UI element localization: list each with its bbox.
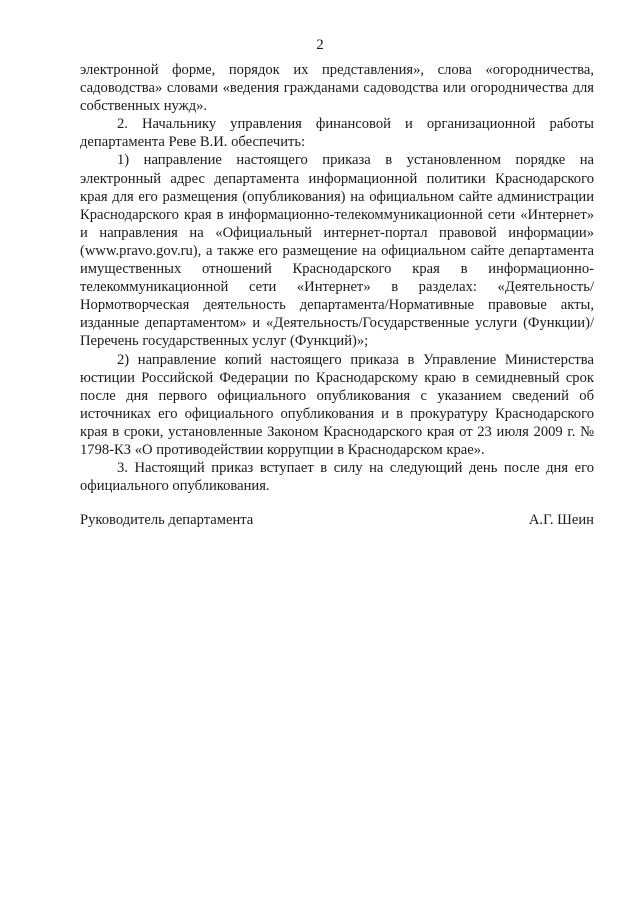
signature-block <box>80 511 594 531</box>
paragraph-item-3: 3. Настоящий приказ вступает в силу на следующий день после дня его официального опубликования. <box>80 460 594 495</box>
signature-name: А.Г. Шеин <box>528 512 594 528</box>
paragraph-subitem-1: 1) направление настоящего приказа в установленном порядке на электронный адрес департамента информационной политики Краснодарского края для его размещения (опубликования) на официальном сайте администрации Краснодарского края в информационно-телекоммуникационной сети «Интернет» и направления на «Официальный интернет-портал правовой информации» (www.pravo.gov.ru), а также его размещение на официальном сайте департамента имущественных отношений Краснодарского края в информационно-телекоммуникационной сети «Интернет» в разделах: «Деятельность/Нормотворческая деятельность департамента/Нормативные правовые акты, изданные департаментом» и «Деятельность/Государственные услуги (Функции)/Перечень государственных услуг (Функций)»; <box>80 152 594 350</box>
paragraph-subitem-2: 2) направление копий настоящего приказа в Управление Министерства юстиции Российской Федерации по Краснодарскому краю в семидневный срок после дня первого официального опубликования с указанием сведений об источниках его официального опубликования и в прокуратуру Краснодарского края в сроки, установленные Законом Краснодарского края от 23 июля 2009 г. № 1798-КЗ «О противодействии коррупции в Краснодарском крае». <box>80 351 594 458</box>
document-body <box>80 61 594 495</box>
paragraph-item-2: 2. Начальнику управления финансовой и организационной работы департамента Реве В.И. обеспечить: <box>80 116 594 151</box>
page-number: 2 <box>316 37 324 53</box>
paragraph-continuation: электронной форме, порядок их представления», слова «огородничества, садоводства» словами «ведения гражданами садоводства или огородничества для собственных нужд». <box>80 62 594 115</box>
signature-position: Руководитель департамента <box>80 512 254 528</box>
